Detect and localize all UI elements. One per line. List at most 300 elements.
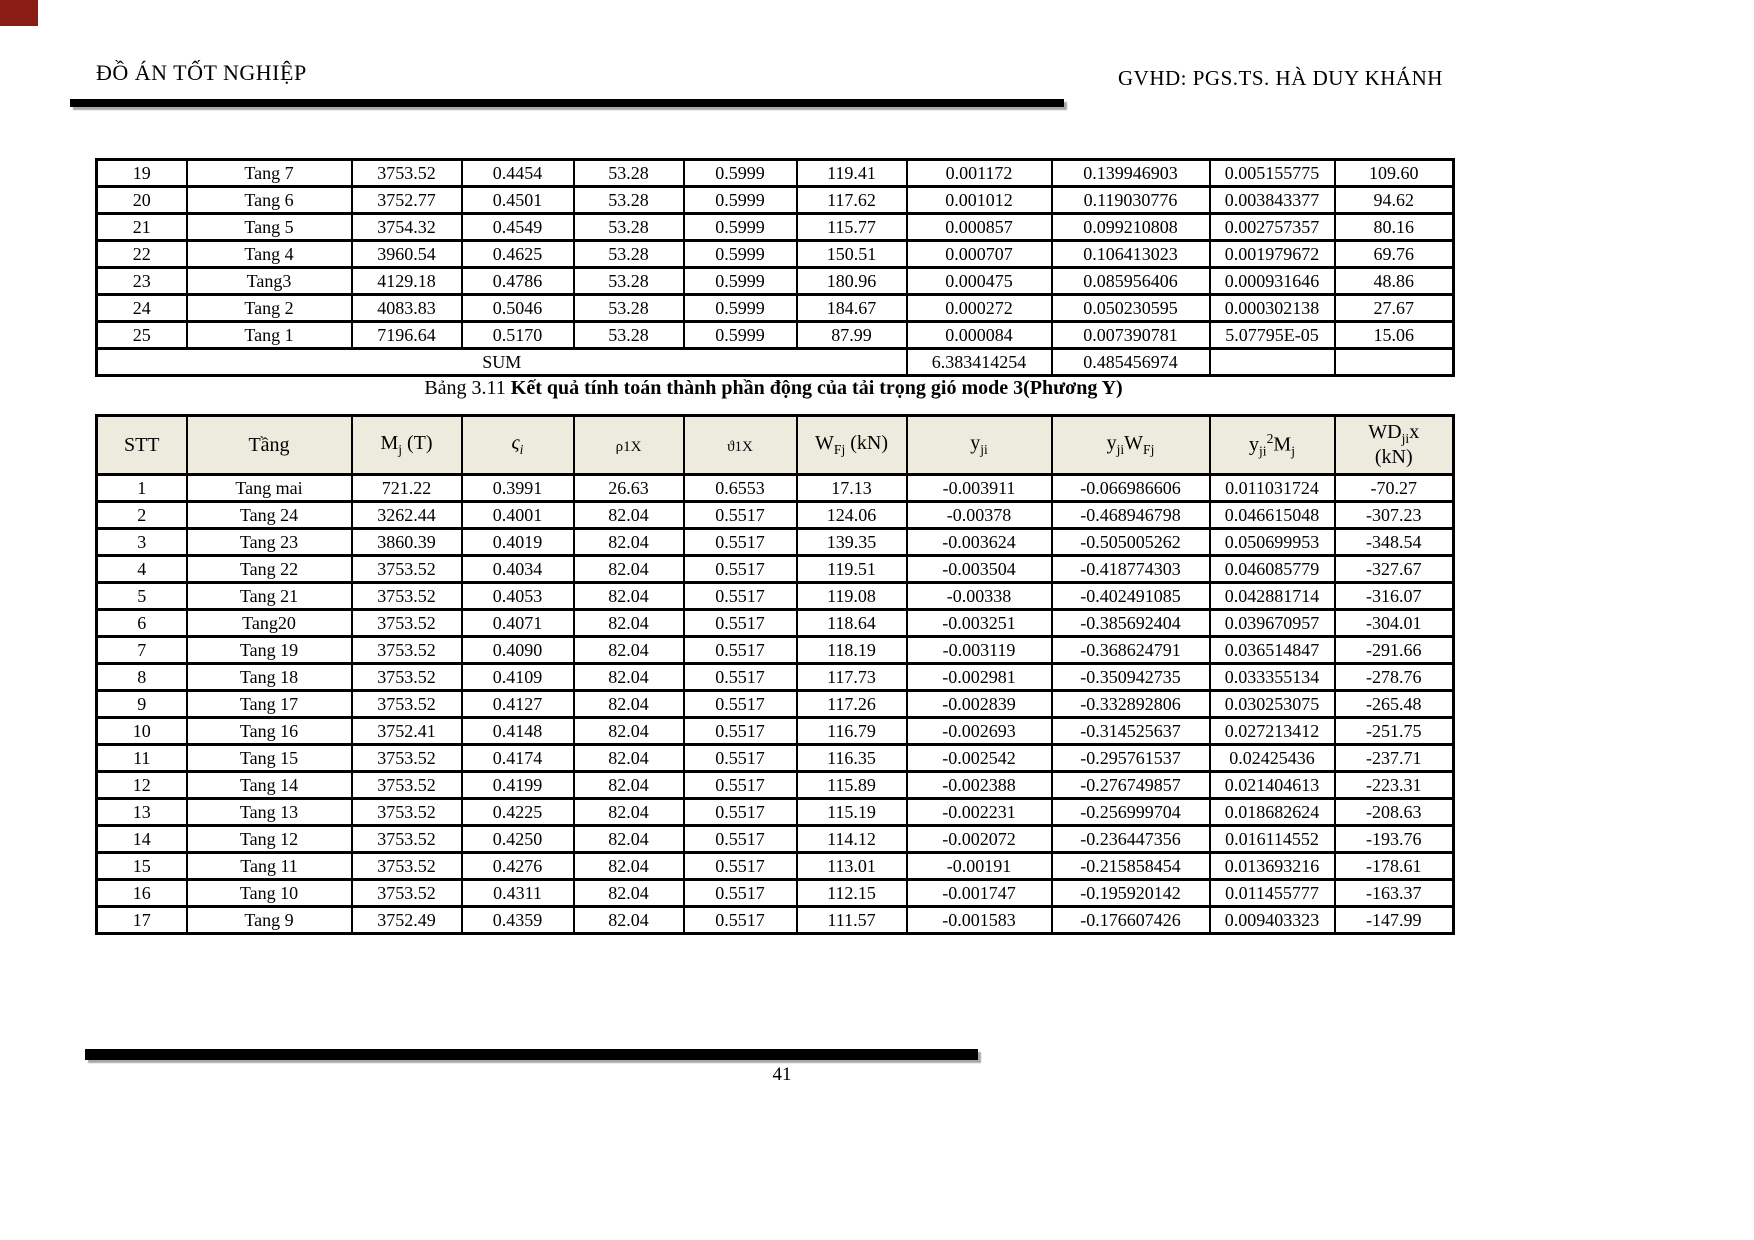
table-cell: Tang 6 — [187, 187, 352, 214]
table-cell: -0.350942735 — [1052, 664, 1210, 691]
table-cell: 0.4786 — [462, 268, 574, 295]
table-cell: Tang 9 — [187, 907, 352, 934]
table-cell: -327.67 — [1335, 556, 1454, 583]
table-cell: -0.002231 — [907, 799, 1052, 826]
table-cell: -316.07 — [1335, 583, 1454, 610]
table-cell: 0.5999 — [684, 187, 797, 214]
wind-table-mode3 — [95, 414, 1455, 935]
table-cell: Tang 1 — [187, 322, 352, 349]
table-cell: 0.009403323 — [1210, 907, 1335, 934]
table-cell: Tang 13 — [187, 799, 352, 826]
table-cell: 0.4109 — [462, 664, 574, 691]
table-cell: 3753.52 — [352, 637, 462, 664]
table-cell: 0.5517 — [684, 502, 797, 529]
table-cell: -0.001583 — [907, 907, 1052, 934]
table-cell: -0.002072 — [907, 826, 1052, 853]
table-cell: 0.5517 — [684, 583, 797, 610]
table-cell: 0.016114552 — [1210, 826, 1335, 853]
table-cell: 0.039670957 — [1210, 610, 1335, 637]
table-cell: 3753.52 — [352, 583, 462, 610]
table-cell: 53.28 — [574, 160, 684, 187]
table-cell — [1210, 349, 1335, 376]
table-cell: 53.28 — [574, 322, 684, 349]
table-cell: 112.15 — [797, 880, 907, 907]
header-left-title: ĐỒ ÁN TỐT NGHIỆP — [96, 60, 307, 85]
table-cell: Tang3 — [187, 268, 352, 295]
table-cell: 119.08 — [797, 583, 907, 610]
table-cell: 0.5517 — [684, 718, 797, 745]
table-cell: 53.28 — [574, 295, 684, 322]
table-cell: 0.5999 — [684, 322, 797, 349]
table-cell: 3753.52 — [352, 799, 462, 826]
table-cell: 0.5517 — [684, 799, 797, 826]
table-cell: 0.4625 — [462, 241, 574, 268]
table-cell: -178.61 — [1335, 853, 1454, 880]
table-row — [97, 475, 1454, 502]
table-cell: 3753.52 — [352, 880, 462, 907]
table-cell: 53.28 — [574, 187, 684, 214]
table-cell: 0.4549 — [462, 214, 574, 241]
table-cell: 82.04 — [574, 637, 684, 664]
table-cell: 3960.54 — [352, 241, 462, 268]
table-cell: 0.5517 — [684, 880, 797, 907]
table-cell: 115.89 — [797, 772, 907, 799]
table-cell: 53.28 — [574, 214, 684, 241]
table-cell: 0.4019 — [462, 529, 574, 556]
table-row — [97, 718, 1454, 745]
table-row — [97, 322, 1454, 349]
table-cell: -0.332892806 — [1052, 691, 1210, 718]
table-cell: 118.19 — [797, 637, 907, 664]
table-cell: 0.4034 — [462, 556, 574, 583]
table-cell: Tang 23 — [187, 529, 352, 556]
table-cell: Tang 18 — [187, 664, 352, 691]
table-cell: 0.5517 — [684, 745, 797, 772]
table-cell: -0.003504 — [907, 556, 1052, 583]
table-cell: -0.215858454 — [1052, 853, 1210, 880]
table-cell: -0.505005262 — [1052, 529, 1210, 556]
table-cell: 26.63 — [574, 475, 684, 502]
table-cell: -0.00191 — [907, 853, 1052, 880]
table-cell: 0.4454 — [462, 160, 574, 187]
table-cell: -0.003911 — [907, 475, 1052, 502]
table-cell: 0.4174 — [462, 745, 574, 772]
table-cell: 25 — [97, 322, 187, 349]
column-header: $W_{Fj}$ (kN) — [797, 416, 907, 475]
table-cell: 82.04 — [574, 826, 684, 853]
table-cell: 0.003843377 — [1210, 187, 1335, 214]
table-row — [97, 637, 1454, 664]
scan-artifact-corner — [0, 0, 38, 26]
table-cell: -0.276749857 — [1052, 772, 1210, 799]
table-cell: Tang 10 — [187, 880, 352, 907]
table-cell: 0.4148 — [462, 718, 574, 745]
table-cell: 0.4225 — [462, 799, 574, 826]
table-cell: 0.5517 — [684, 826, 797, 853]
table-cell: Tang mai — [187, 475, 352, 502]
table-cell: 3753.52 — [352, 826, 462, 853]
table-row — [97, 529, 1454, 556]
table-cell: 0.5517 — [684, 772, 797, 799]
table-cell: 0.4276 — [462, 853, 574, 880]
table-row — [97, 664, 1454, 691]
table-row — [97, 853, 1454, 880]
table-cell: 14 — [97, 826, 187, 853]
table-cell: 109.60 — [1335, 160, 1454, 187]
table-cell: -147.99 — [1335, 907, 1454, 934]
table-cell: 0.5517 — [684, 907, 797, 934]
table-cell: 82.04 — [574, 772, 684, 799]
table-cell: 0.5517 — [684, 691, 797, 718]
table-cell: 118.64 — [797, 610, 907, 637]
table-cell: 119.41 — [797, 160, 907, 187]
table-cell: 82.04 — [574, 745, 684, 772]
table-cell: 0.4127 — [462, 691, 574, 718]
table-cell: 0.021404613 — [1210, 772, 1335, 799]
table-cell: 3754.32 — [352, 214, 462, 241]
table-cell: 0.000931646 — [1210, 268, 1335, 295]
table-cell: -0.003119 — [907, 637, 1052, 664]
table-cell: 117.62 — [797, 187, 907, 214]
table-cell: 116.79 — [797, 718, 907, 745]
table-cell: -0.00378 — [907, 502, 1052, 529]
table-cell: 0.5517 — [684, 664, 797, 691]
header-rule — [70, 99, 1064, 107]
table-cell: -0.002981 — [907, 664, 1052, 691]
table-cell: 0.036514847 — [1210, 637, 1335, 664]
table-cell: 0.046615048 — [1210, 502, 1335, 529]
table-cell: 21 — [97, 214, 187, 241]
table-cell: 3753.52 — [352, 853, 462, 880]
table-cell: 115.19 — [797, 799, 907, 826]
table-row — [97, 187, 1454, 214]
table-cell: 0.002757357 — [1210, 214, 1335, 241]
column-header: $y_{ji}W_{Fj}$ — [1052, 416, 1210, 475]
table-cell: -237.71 — [1335, 745, 1454, 772]
table-cell: 0.050230595 — [1052, 295, 1210, 322]
table-cell: 4129.18 — [352, 268, 462, 295]
table-cell: 119.51 — [797, 556, 907, 583]
table-cell: 0.4250 — [462, 826, 574, 853]
table-cell: 3753.52 — [352, 691, 462, 718]
table-cell: -0.368624791 — [1052, 637, 1210, 664]
table-cell: 0.001172 — [907, 160, 1052, 187]
table-cell: 17 — [97, 907, 187, 934]
table-cell: -307.23 — [1335, 502, 1454, 529]
table-row — [97, 799, 1454, 826]
table-cell: -251.75 — [1335, 718, 1454, 745]
table-cell: 3753.52 — [352, 556, 462, 583]
table-cell: 7196.64 — [352, 322, 462, 349]
table-cell: 0.050699953 — [1210, 529, 1335, 556]
table-cell: 82.04 — [574, 853, 684, 880]
table-cell: 0.5999 — [684, 160, 797, 187]
table-cell: Tang 4 — [187, 241, 352, 268]
table-cell: 3753.52 — [352, 664, 462, 691]
table-cell — [1335, 349, 1454, 376]
table-cell: 5.07795E-05 — [1210, 322, 1335, 349]
table-cell: 3753.52 — [352, 772, 462, 799]
table-cell: 20 — [97, 187, 187, 214]
table-cell: 0.011455777 — [1210, 880, 1335, 907]
table-cell: -265.48 — [1335, 691, 1454, 718]
table-cell: 3752.49 — [352, 907, 462, 934]
table-cell: 2 — [97, 502, 187, 529]
table-cell: 3752.77 — [352, 187, 462, 214]
table-cell: 0.4311 — [462, 880, 574, 907]
table-cell: 0.4001 — [462, 502, 574, 529]
table-row — [97, 610, 1454, 637]
table-cell: -0.002693 — [907, 718, 1052, 745]
table-cell: 0.5999 — [684, 241, 797, 268]
table-cell: 0.042881714 — [1210, 583, 1335, 610]
page-number: 41 — [772, 1064, 792, 1085]
table-cell: Tang 11 — [187, 853, 352, 880]
column-header: ρ1X — [574, 416, 684, 475]
column-header: $y_{ji}$ — [907, 416, 1052, 475]
table-cell: 0.5999 — [684, 214, 797, 241]
header-right-advisor: GVHD: PGS.TS. HÀ DUY KHÁNH — [1118, 66, 1443, 90]
table-cell: Tang20 — [187, 610, 352, 637]
table-cell: 82.04 — [574, 718, 684, 745]
table-cell: 3860.39 — [352, 529, 462, 556]
table-cell: 0.005155775 — [1210, 160, 1335, 187]
table-cell: 27.67 — [1335, 295, 1454, 322]
table-cell: 0.007390781 — [1052, 322, 1210, 349]
table-cell: 0.4359 — [462, 907, 574, 934]
table-cell: 82.04 — [574, 799, 684, 826]
table-cell: -163.37 — [1335, 880, 1454, 907]
table-cell: 0.4090 — [462, 637, 574, 664]
column-header: $M_j$ (T) — [352, 416, 462, 475]
table-cell: 0.033355134 — [1210, 664, 1335, 691]
wind-table-continued — [95, 158, 1455, 377]
table-cell: 82.04 — [574, 610, 684, 637]
table-cell: 9 — [97, 691, 187, 718]
column-header: $\varsigma_i$ — [462, 416, 574, 475]
table-cell: 23 — [97, 268, 187, 295]
table-cell: Tang 12 — [187, 826, 352, 853]
table-cell: Tang 16 — [187, 718, 352, 745]
table-cell: 0.000707 — [907, 241, 1052, 268]
table-cell: 0.001012 — [907, 187, 1052, 214]
table-cell: 3753.52 — [352, 745, 462, 772]
table-cell: 721.22 — [352, 475, 462, 502]
table-cell: 0.030253075 — [1210, 691, 1335, 718]
column-header: STT — [97, 416, 187, 475]
table-cell: 19 — [97, 160, 187, 187]
table-cell: -0.002388 — [907, 772, 1052, 799]
table-cell: 3 — [97, 529, 187, 556]
table-cell: 1 — [97, 475, 187, 502]
table-cell: 4083.83 — [352, 295, 462, 322]
table-cell: 139.35 — [797, 529, 907, 556]
table-row — [97, 745, 1454, 772]
table-cell: -0.003251 — [907, 610, 1052, 637]
table-cell: -291.66 — [1335, 637, 1454, 664]
table-cell: 124.06 — [797, 502, 907, 529]
table-cell: -208.63 — [1335, 799, 1454, 826]
table-cell: 184.67 — [797, 295, 907, 322]
table-row — [97, 583, 1454, 610]
table-cell: 0.5999 — [684, 295, 797, 322]
table-cell: 0.001979672 — [1210, 241, 1335, 268]
table-cell: -278.76 — [1335, 664, 1454, 691]
table-cell: 69.76 — [1335, 241, 1454, 268]
table-cell: Tang 14 — [187, 772, 352, 799]
table-cell: 82.04 — [574, 880, 684, 907]
footer-rule — [85, 1049, 978, 1060]
table-cell: 0.6553 — [684, 475, 797, 502]
table-cell: 0.027213412 — [1210, 718, 1335, 745]
table-cell: Tang 21 — [187, 583, 352, 610]
table-cell: -0.236447356 — [1052, 826, 1210, 853]
table-cell: 82.04 — [574, 502, 684, 529]
table-cell: 8 — [97, 664, 187, 691]
table-cell: 0.013693216 — [1210, 853, 1335, 880]
table-caption — [95, 377, 1452, 400]
table-cell: -0.295761537 — [1052, 745, 1210, 772]
table-cell: 82.04 — [574, 691, 684, 718]
table-cell: 0.000857 — [907, 214, 1052, 241]
table-cell: Tang 7 — [187, 160, 352, 187]
table-cell: -348.54 — [1335, 529, 1454, 556]
table-cell: 0.4501 — [462, 187, 574, 214]
column-header: $y_{ji}^2M_j$ — [1210, 416, 1335, 475]
table-cell: -193.76 — [1335, 826, 1454, 853]
table-cell: 82.04 — [574, 907, 684, 934]
table-cell: 0.106413023 — [1052, 241, 1210, 268]
table-row — [97, 502, 1454, 529]
table-row — [97, 268, 1454, 295]
table-cell: 94.62 — [1335, 187, 1454, 214]
table-cell: 11 — [97, 745, 187, 772]
table-row — [97, 556, 1454, 583]
table-cell: -0.003624 — [907, 529, 1052, 556]
table-cell: 13 — [97, 799, 187, 826]
table-cell: 6.383414254 — [907, 349, 1052, 376]
table-cell: 117.73 — [797, 664, 907, 691]
table-cell: 0.5170 — [462, 322, 574, 349]
column-header: ϑ1X — [684, 416, 797, 475]
table-cell: 0.139946903 — [1052, 160, 1210, 187]
table-cell: 0.000084 — [907, 322, 1052, 349]
table-row — [97, 295, 1454, 322]
table-cell: 82.04 — [574, 556, 684, 583]
table-cell: 150.51 — [797, 241, 907, 268]
table-cell: 111.57 — [797, 907, 907, 934]
table-cell: 0.5517 — [684, 610, 797, 637]
table-cell: 0.5517 — [684, 853, 797, 880]
caption-label: Bảng 3.11 — [424, 377, 506, 399]
table-cell: 0.02425436 — [1210, 745, 1335, 772]
table-cell: 0.099210808 — [1052, 214, 1210, 241]
sum-label-cell: SUM — [97, 349, 907, 376]
table-cell: 0.011031724 — [1210, 475, 1335, 502]
table-cell: Tang 5 — [187, 214, 352, 241]
table-cell: 0.485456974 — [1052, 349, 1210, 376]
table-cell: 10 — [97, 718, 187, 745]
table-cell: 0.5517 — [684, 556, 797, 583]
table-cell: -223.31 — [1335, 772, 1454, 799]
table-cell: -0.002839 — [907, 691, 1052, 718]
table-cell: 0.4053 — [462, 583, 574, 610]
table-cell: 0.3991 — [462, 475, 574, 502]
table-cell: 7 — [97, 637, 187, 664]
table-cell: -0.00338 — [907, 583, 1052, 610]
table-cell: Tang 19 — [187, 637, 352, 664]
table-cell: Tang 15 — [187, 745, 352, 772]
table-cell: 87.99 — [797, 322, 907, 349]
table-cell: 115.77 — [797, 214, 907, 241]
table-cell: 82.04 — [574, 664, 684, 691]
table-cell: 82.04 — [574, 583, 684, 610]
table-cell: 3752.41 — [352, 718, 462, 745]
table-cell: 0.5517 — [684, 637, 797, 664]
table-row — [97, 880, 1454, 907]
table-cell: -0.001747 — [907, 880, 1052, 907]
table-cell: -0.418774303 — [1052, 556, 1210, 583]
table-cell: 12 — [97, 772, 187, 799]
table-cell: 0.5999 — [684, 268, 797, 295]
table-cell: 53.28 — [574, 241, 684, 268]
table-cell: -0.066986606 — [1052, 475, 1210, 502]
table-cell: Tang 17 — [187, 691, 352, 718]
column-header: Tầng — [187, 416, 352, 475]
column-header: $WD_{ji}x$ (kN) — [1335, 416, 1454, 475]
table-cell: 48.86 — [1335, 268, 1454, 295]
table-cell: -0.002542 — [907, 745, 1052, 772]
table-cell: 0.4071 — [462, 610, 574, 637]
table-row — [97, 241, 1454, 268]
table-row — [97, 160, 1454, 187]
table-cell: 0.5517 — [684, 529, 797, 556]
table-cell: Tang 22 — [187, 556, 352, 583]
table-cell: 117.26 — [797, 691, 907, 718]
table-cell: 0.000272 — [907, 295, 1052, 322]
table-cell: -0.468946798 — [1052, 502, 1210, 529]
table-row — [97, 772, 1454, 799]
table-cell: 80.16 — [1335, 214, 1454, 241]
table-cell: 0.5046 — [462, 295, 574, 322]
table-cell: -0.256999704 — [1052, 799, 1210, 826]
table-cell: 53.28 — [574, 268, 684, 295]
table-cell: Tang 24 — [187, 502, 352, 529]
table-cell: 17.13 — [797, 475, 907, 502]
table-cell: 114.12 — [797, 826, 907, 853]
table-cell: 82.04 — [574, 529, 684, 556]
table-header-row — [97, 416, 1454, 475]
table-cell: 3753.52 — [352, 160, 462, 187]
table-cell: 15 — [97, 853, 187, 880]
table-cell: 0.046085779 — [1210, 556, 1335, 583]
table-cell: -0.195920142 — [1052, 880, 1210, 907]
table-cell: 0.018682624 — [1210, 799, 1335, 826]
table-cell: -0.402491085 — [1052, 583, 1210, 610]
table-cell: 4 — [97, 556, 187, 583]
table-cell: 0.085956406 — [1052, 268, 1210, 295]
table-cell: 16 — [97, 880, 187, 907]
table-cell: 3262.44 — [352, 502, 462, 529]
table-cell: 24 — [97, 295, 187, 322]
table-cell: -0.176607426 — [1052, 907, 1210, 934]
table-cell: 15.06 — [1335, 322, 1454, 349]
table-cell: Tang 2 — [187, 295, 352, 322]
table-cell: 116.35 — [797, 745, 907, 772]
table-cell: 3753.52 — [352, 610, 462, 637]
table-cell: -70.27 — [1335, 475, 1454, 502]
table-cell: 180.96 — [797, 268, 907, 295]
